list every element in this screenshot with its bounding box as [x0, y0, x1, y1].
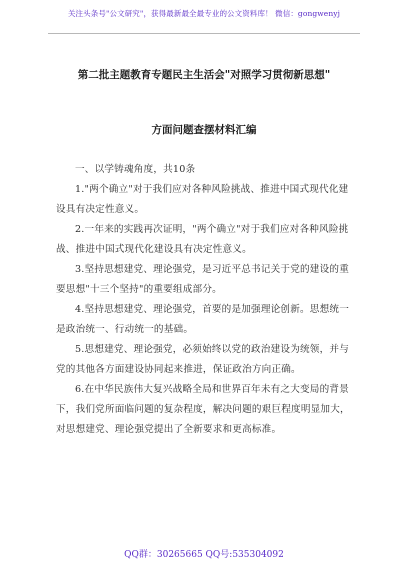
paragraph-3: 3.坚持思想建党、理论强党，是习近平总书记关于党的建设的重要思想"十三个坚持"的重要组成部分。 [56, 264, 349, 295]
paragraph-4: 4.坚持思想建党、理论强党，首要的是加强理论创新。思想统一是政治统一、行动统一的基础。 [56, 304, 349, 335]
section-heading: 一、以学铸魂角度，共10条 [75, 164, 196, 175]
document-body [56, 160, 352, 440]
footer-contact: QQ群：30265665 QQ号:535304092 [124, 550, 284, 560]
paragraph-6: 6.在中华民族伟大复兴战略全局和世界百年未有之大变局的背景下，我们党所面临问题的复杂程度，解决问题的艰巨程度明显加大，对思想建党、理论强党提出了全新要求和更高标准。 [56, 384, 350, 435]
paragraph-2: 2.一年来的实践再次证明，"两个确立"对于我们应对各种风险挑战、推进中国式现代化建设具有决定性意义。 [56, 224, 349, 255]
paragraph-5: 5.思想建党、理论强党，必须始终以党的政治建设为统领，并与党的其他各方面建设协同起来推进，保证政治方向正确。 [56, 344, 349, 375]
paragraph-1: 1."两个确立"对于我们应对各种风险挑战、推进中国式现代化建设具有决定性意义。 [56, 184, 349, 215]
document-subtitle: 方面问题查摆材料汇编 [151, 124, 257, 136]
document-title: 第二批主题教育专题民主生活会"对照学习贯彻新思想" [77, 69, 331, 81]
header-divider [48, 33, 360, 34]
header-banner: 关注头条号"公文研究"，获得最新最全最专业的公文资料库！ 微信：gongwenyj [67, 9, 341, 18]
